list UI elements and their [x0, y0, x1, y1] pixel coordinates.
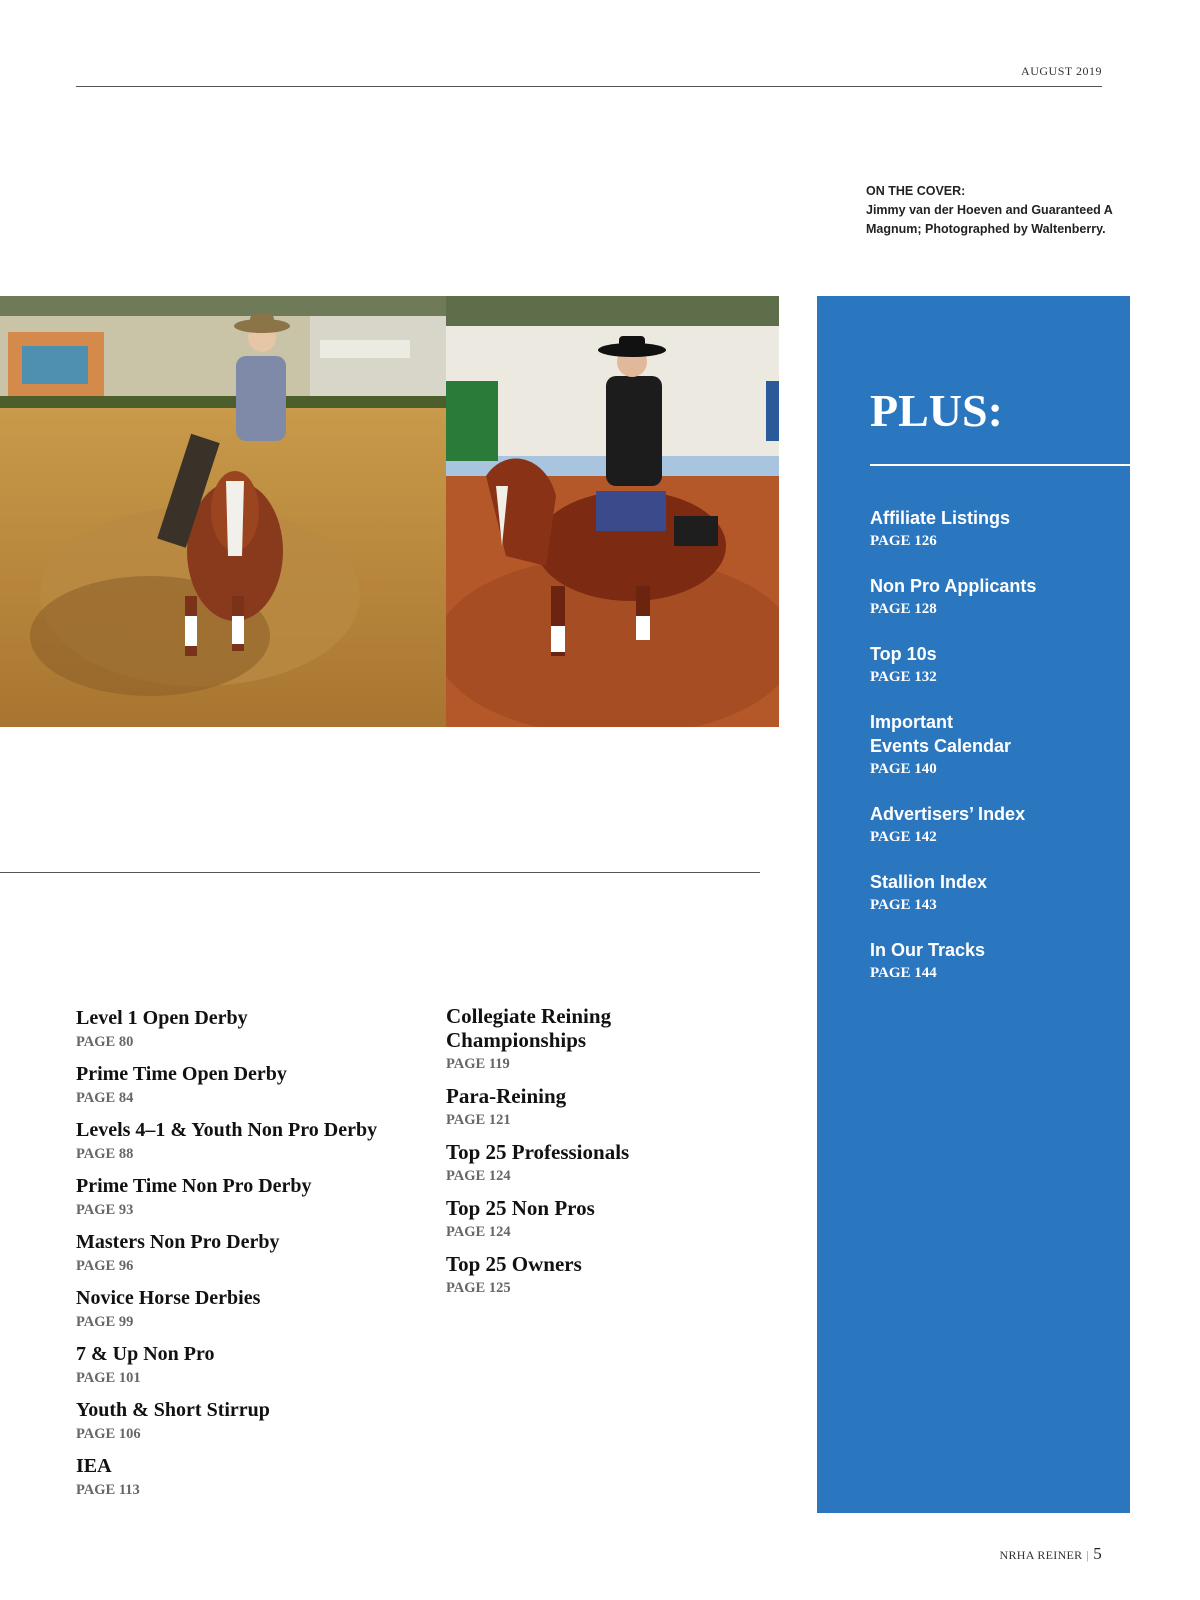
plus-item-label: Non Pro Applicants: [870, 576, 1037, 596]
plus-item-page: PAGE 142: [870, 829, 937, 845]
toc-item-title: Masters Non Pro Derby: [76, 1231, 280, 1253]
toc-item[interactable]: [76, 1342, 416, 1390]
plus-item-label: Stallion Index: [870, 872, 988, 892]
toc-item-page: PAGE 84: [76, 1090, 134, 1106]
plus-item-affiliate-listings[interactable]: [870, 506, 1120, 552]
toc-item-title: Top 25 Professionals: [446, 1140, 630, 1164]
toc-item[interactable]: [76, 1174, 416, 1222]
plus-divider: [870, 464, 1130, 466]
toc-item[interactable]: [76, 1398, 416, 1446]
toc-item-title: Prime Time Non Pro Derby: [76, 1175, 312, 1197]
toc-item-title: Top 25 Owners: [446, 1252, 582, 1276]
plus-item-label: Advertisers’ Index: [870, 804, 1026, 824]
toc-item[interactable]: [446, 1084, 746, 1132]
cover-note: [866, 182, 1136, 239]
plus-item-stallion-index[interactable]: [870, 870, 1120, 916]
header-divider: [76, 86, 1102, 87]
plus-item-advertisers-index[interactable]: [870, 802, 1120, 848]
plus-item-in-our-tracks[interactable]: [870, 938, 1120, 984]
toc-item-title: Levels 4–1 & Youth Non Pro Derby: [76, 1119, 378, 1141]
plus-item-page: PAGE 143: [870, 897, 937, 913]
plus-item-non-pro-applicants[interactable]: [870, 574, 1120, 620]
toc-item[interactable]: [76, 1286, 416, 1334]
toc-item-title: Para-Reining: [446, 1084, 567, 1108]
toc-item-page: PAGE 80: [76, 1034, 134, 1050]
toc-item[interactable]: [446, 1252, 746, 1300]
toc-item-title: Prime Time Open Derby: [76, 1063, 287, 1085]
plus-item-page: PAGE 128: [870, 601, 937, 617]
plus-list: [870, 506, 1120, 1006]
plus-item-page: PAGE 132: [870, 669, 937, 685]
plus-title: PLUS:: [870, 385, 1003, 436]
publication-name: NRHA REINER: [999, 1548, 1083, 1562]
photo-chestnut-horse: [446, 296, 779, 727]
toc-item-page: PAGE 101: [76, 1370, 141, 1386]
toc-item-title: IEA: [76, 1455, 112, 1477]
footer-separator: |: [1086, 1548, 1090, 1562]
toc-item-page: PAGE 106: [76, 1426, 141, 1442]
toc-item[interactable]: [76, 1454, 416, 1502]
cover-note-text: Jimmy van der Hoeven and Guaranteed A Magnum; Photographed by Waltenberry.: [866, 203, 1113, 236]
toc-item-page: PAGE 119: [446, 1056, 510, 1072]
toc-item-page: PAGE 121: [446, 1112, 511, 1128]
toc-item[interactable]: [446, 1196, 746, 1244]
toc-item[interactable]: [76, 1230, 416, 1278]
page-number: 5: [1093, 1544, 1102, 1563]
toc-item-page: PAGE 99: [76, 1314, 134, 1330]
toc-item-page: PAGE 125: [446, 1280, 511, 1296]
section-divider: [0, 872, 760, 873]
toc-item-page: PAGE 93: [76, 1202, 134, 1218]
plus-item-page: PAGE 140: [870, 761, 937, 777]
toc-item[interactable]: [76, 1006, 416, 1054]
plus-item-page: PAGE 144: [870, 965, 937, 981]
cover-note-heading: ON THE COVER:: [866, 184, 966, 198]
plus-item-label: Top 10s: [870, 644, 937, 664]
toc-item-title: 7 & Up Non Pro: [76, 1343, 215, 1365]
plus-item-label: In Our Tracks: [870, 940, 986, 960]
toc-item-page: PAGE 96: [76, 1258, 134, 1274]
plus-item-label: Affiliate Listings: [870, 508, 1011, 528]
plus-item-page: PAGE 126: [870, 533, 937, 549]
toc-item-title: Top 25 Non Pros: [446, 1196, 595, 1220]
page-footer: [1000, 1544, 1103, 1564]
photo-sliding-stop: [0, 296, 446, 727]
issue-date: AUGUST 2019: [1021, 64, 1102, 78]
toc-item[interactable]: [76, 1118, 416, 1166]
toc-item[interactable]: [446, 1140, 746, 1188]
toc-item[interactable]: [446, 1004, 746, 1076]
plus-item-events-calendar[interactable]: [870, 710, 1120, 780]
toc-item-title: Level 1 Open Derby: [76, 1007, 248, 1029]
plus-item-label: Important Events Calendar: [870, 712, 1012, 756]
toc-left-column: [76, 1006, 416, 1510]
plus-item-top-10s[interactable]: [870, 642, 1120, 688]
toc-item[interactable]: [76, 1062, 416, 1110]
toc-right-column: [446, 1004, 746, 1308]
plus-panel: [817, 296, 1130, 1513]
toc-item-title: Collegiate Reining Championships: [446, 1004, 612, 1052]
toc-item-title: Novice Horse Derbies: [76, 1287, 261, 1309]
toc-item-page: PAGE 124: [446, 1224, 511, 1240]
toc-item-title: Youth & Short Stirrup: [76, 1399, 270, 1421]
toc-item-page: PAGE 124: [446, 1168, 511, 1184]
toc-item-page: PAGE 88: [76, 1146, 134, 1162]
toc-item-page: PAGE 113: [76, 1482, 140, 1498]
